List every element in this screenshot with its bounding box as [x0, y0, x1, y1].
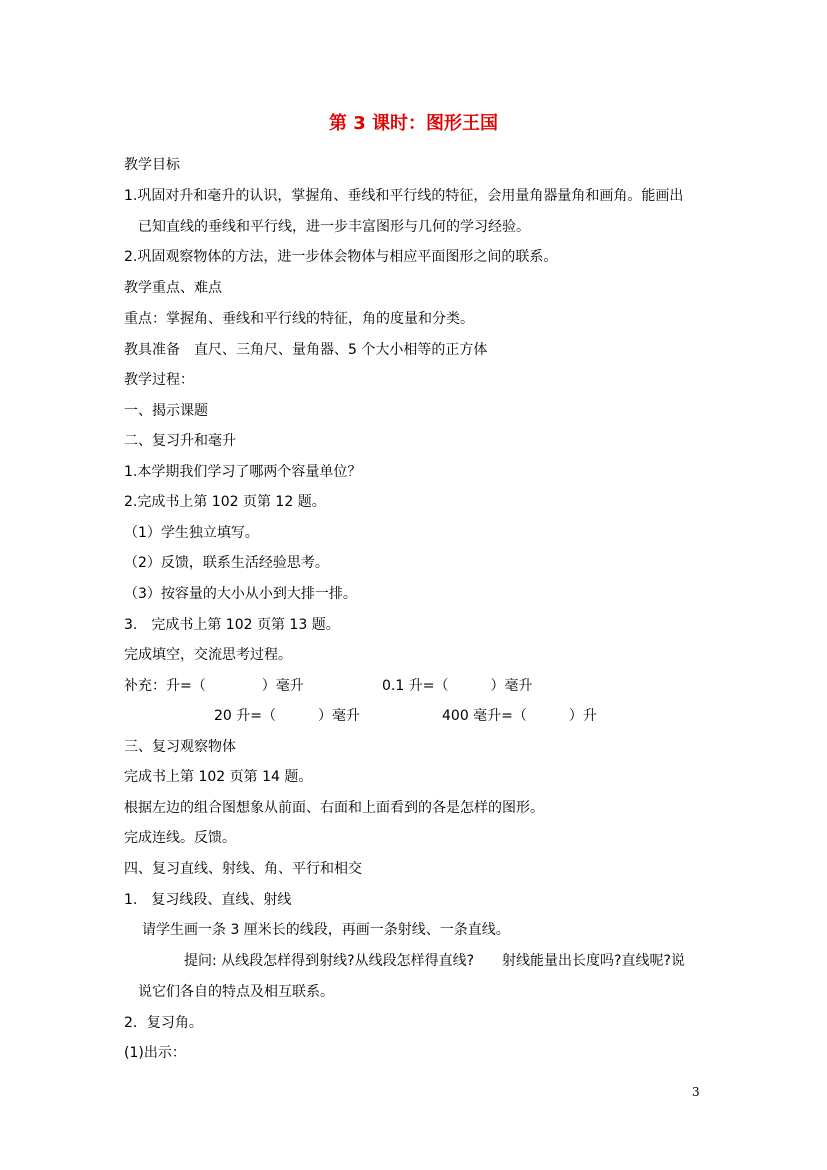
text-line: 完成连线。反馈。 [124, 830, 236, 846]
text-line: 完成填空，交流思考过程。 [124, 647, 292, 663]
text-line: 已知直线的垂线和平行线，进一步丰富图形与几何的学习经验。 [138, 219, 530, 235]
text-line: 说它们各自的特点及相互联系。 [138, 984, 334, 1000]
text-line: 请学生画一条 3 厘米长的线段，再画一条射线、一条直线。 [142, 922, 510, 938]
text-line: 教学目标 [124, 157, 180, 173]
text-line: （3）按容量的大小从小到大排一排。 [124, 586, 357, 602]
text-line: 提问: 从线段怎样得到射线?从线段怎样得直线? 射线能量出长度吗?直线呢?说 [184, 953, 685, 969]
fill-blank: 补充：升=（ ）毫升 [124, 678, 304, 694]
text-line: 2.巩固观察物体的方法，进一步体会物体与相应平面图形之间的联系。 [124, 249, 558, 265]
text-line: 教学重点、难点 [124, 280, 222, 296]
text-line: 1.本学期我们学习了哪两个容量单位？ [124, 464, 362, 480]
text-line: 重点：掌握角、垂线和平行线的特征，角的度量和分类。 [124, 311, 474, 327]
page-number: 3 [692, 1085, 700, 1099]
text-line: （1）学生独立填写。 [124, 525, 259, 541]
text-line: 根据左边的组合图想象从前面、右面和上面看到的各是怎样的图形。 [124, 800, 544, 816]
text-line: 教学过程： [124, 372, 194, 388]
text-line: (1)出示： [124, 1045, 186, 1061]
text-line: 三、复习观察物体 [124, 739, 236, 755]
lesson-title: 第 3 课时：图形王国 [328, 113, 499, 134]
text-line: 一、揭示课题 [124, 403, 208, 419]
fill-blank: 20 升=（ ）毫升 [214, 708, 360, 724]
text-line: 2．复习角。 [124, 1015, 203, 1031]
text-line: 1.巩固对升和毫升的认识，掌握角、垂线和平行线的特征，会用量角器量角和画角。能画出 [124, 188, 684, 204]
fill-blank: 0.1 升=（ ）毫升 [382, 678, 533, 694]
text-line: 二、复习升和毫升 [124, 433, 236, 449]
text-line: 教具准备 直尺、三角尺、量角器、5 个大小相等的正方体 [124, 342, 488, 358]
text-line: （2）反馈，联系生活经验思考。 [124, 555, 329, 571]
fill-blank: 400 毫升=（ ）升 [442, 708, 597, 724]
text-line: 3. 完成书上第 102 页第 13 题。 [124, 617, 340, 633]
text-line: 四、复习直线、射线、角、平行和相交 [124, 861, 362, 877]
text-line: 2.完成书上第 102 页第 12 题。 [124, 494, 326, 510]
text-line: 完成书上第 102 页第 14 题。 [124, 769, 313, 785]
text-line: 1. 复习线段、直线、射线 [124, 892, 292, 908]
